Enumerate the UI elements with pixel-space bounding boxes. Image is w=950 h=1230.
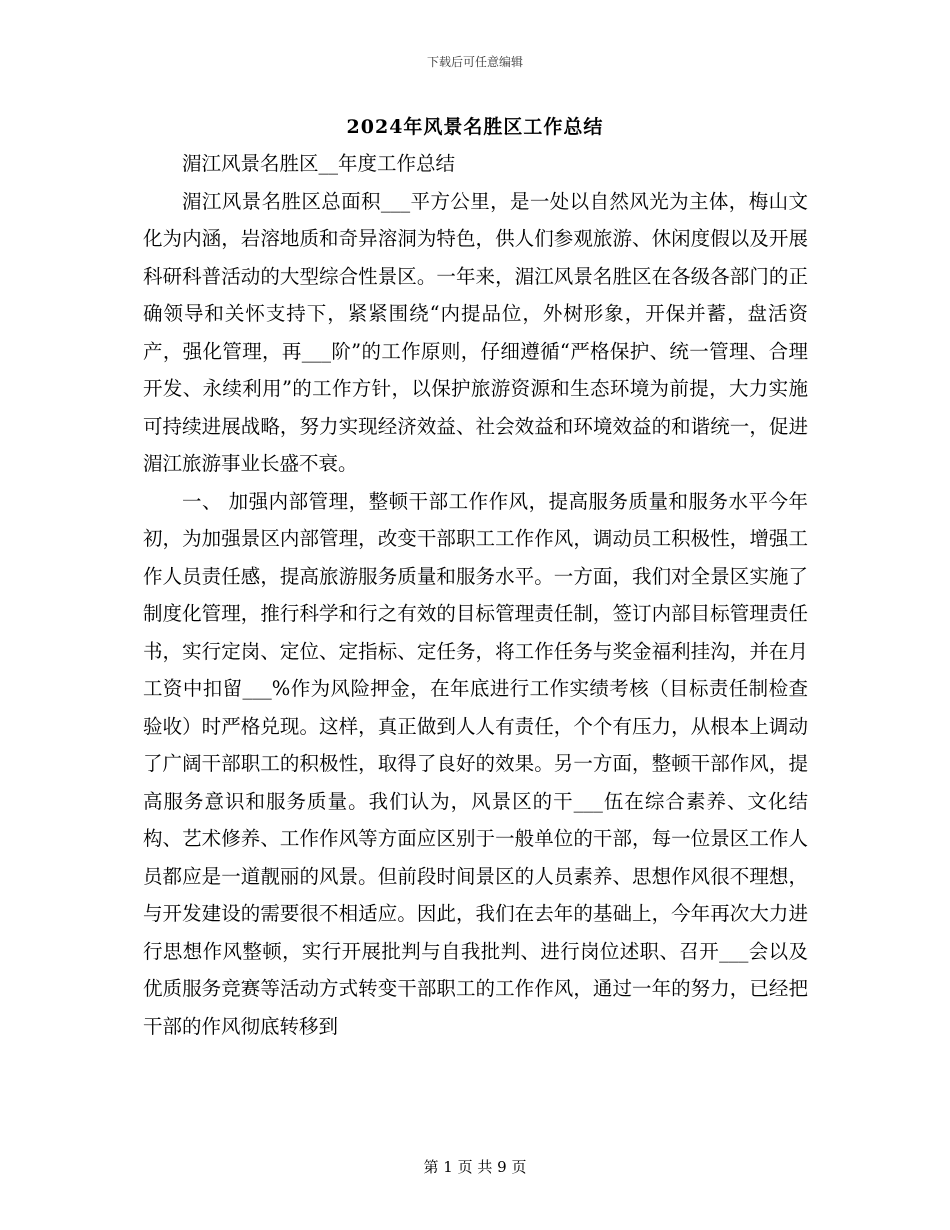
paragraph-intro: 湄江风景名胜区总面积___平方公里，是一处以自然风光为主体，梅山文化为内涵，岩溶地质和奇异溶洞为特色，供人们参观旅游、休闲度假以及开展科研科普活动的大型综合性景区。一年来，湄江风景名胜区在各级各部门的正确领导和关怀支持下，紧紧围绕“内提品位，外树形象，开保并蓄，盘活资产，强化管理，再___阶”的工作原则，仔细遵循“严格保护、统一管理、合理开发、永续利用”的工作方针，以保护旅游资源和生态环境为前提，大力实施可持续进展战略，努力实现经济效益、社会效益和环境效益的和谐统一，促进湄江旅游事业长盛不衰。: [143, 189, 808, 475]
header-note: 下载后可任意编辑: [426, 55, 523, 69]
paragraph-subtitle: 湄江风景名胜区__年度工作总结: [182, 152, 456, 175]
document-body: [143, 145, 808, 1045]
document-title: 2024年风景名胜区工作总结: [346, 116, 604, 138]
paragraph-section-one: 一、 加强内部管理，整顿干部工作作风，提高服务质量和服务水平今年初，为加强景区内部管理，改变干部职工工作作风，调动员工积极性，增强工作人员责任感，提高旅游服务质量和服务水平。一方面，我们对全景区实施了制度化管理，推行科学和行之有效的目标管理责任制，签订内部目标管理责任书，实行定岗、定位、定指标、定任务，将工作任务与奖金福利挂沟，并在月工资中扣留___%作为风险押金，在年底进行工作实绩考核（目标责任制检查验收）时严格兑现。这样，真正做到人人有责任，个个有压力，从根本上调动了广阔干部职工的积极性，取得了良好的效果。另一方面，整顿干部作风，提高服务意识和服务质量。我们认为，风景区的干___伍在综合素养、文化结构、艺术修养、工作作风等方面应区别于一般单位的干部，每一位景区工作人员都应是一道靓丽的风景。但前段时间景区的人员素养、思想作风很不理想，与开发建设的需要很不相适应。因此，我们在去年的基础上，今年再次大力进行思想作风整顿，实行开展批判与自我批判、进行岗位述职、召开___会以及优质服务竞赛等活动方式转变干部职工的工作作风，通过一年的努力，已经把干部的作风彻底转移到: [143, 489, 808, 1038]
page-footer: 第 1 页 共 9 页: [423, 1158, 527, 1176]
